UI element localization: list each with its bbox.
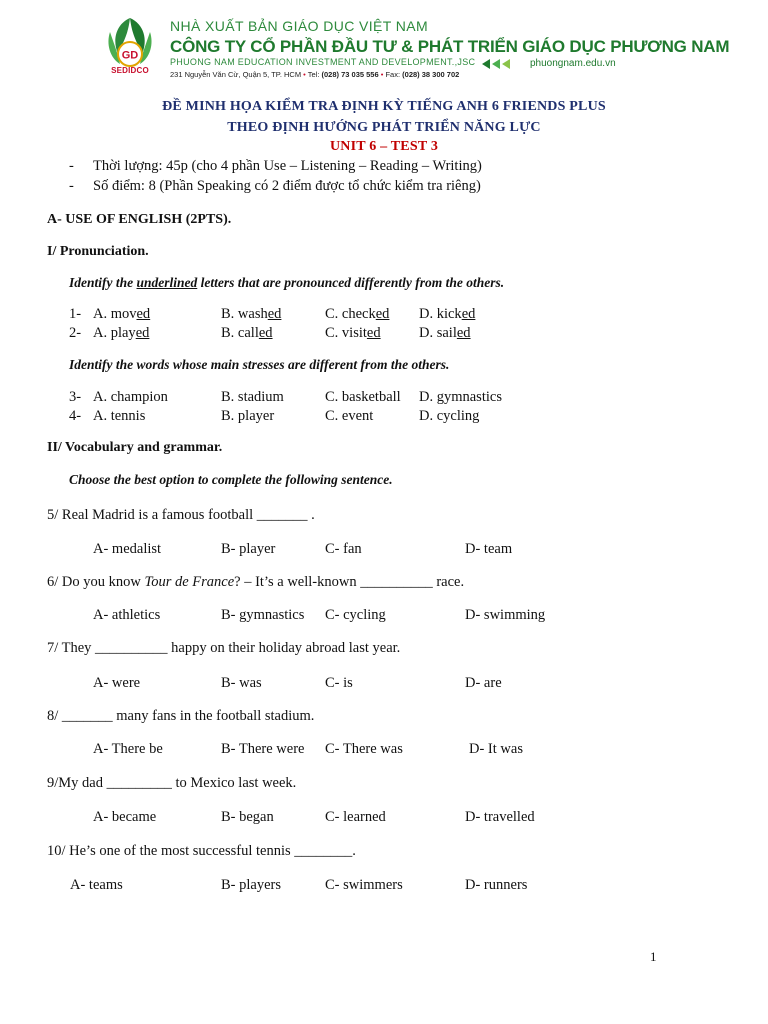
question-number: 2-	[69, 325, 82, 341]
option-c[interactable]: C. checked	[325, 306, 390, 322]
question-10: 10/ He’s one of the most successful tennis ________.	[47, 843, 356, 859]
option-b[interactable]: B. stadium	[221, 389, 284, 405]
vocabulary-heading: II/ Vocabulary and grammar.	[47, 440, 223, 455]
option-a[interactable]: A. moved	[93, 306, 151, 322]
option-b[interactable]: B. washed	[221, 306, 282, 322]
unit-title: UNIT 6 – TEST 3	[329, 139, 439, 154]
option-c[interactable]: C- There was	[325, 741, 403, 757]
bullet-mark: -	[69, 178, 74, 194]
option-d[interactable]: D. gymnastics	[419, 389, 502, 405]
page-subtitle: THEO ĐỊNH HƯỚNG PHÁT TRIỂN NĂNG LỰC	[227, 120, 541, 135]
tel-number: (028) 73 035 556	[321, 70, 379, 79]
option-b[interactable]: B- There were	[221, 741, 305, 757]
page-title: ĐỀ MINH HỌA KIỂM TRA ĐỊNH KỲ TIẾNG ANH 6 FRIENDS PLUS	[162, 99, 606, 114]
option-d[interactable]: D- are	[465, 675, 502, 691]
option-a[interactable]: A. played	[93, 325, 150, 341]
option-d[interactable]: D. cycling	[419, 408, 480, 424]
option-b[interactable]: B. player	[221, 408, 275, 424]
question-number: 4-	[69, 408, 82, 424]
company-english-name: PHUONG NAM EDUCATION INVESTMENT AND DEVELOPMENT.,JSC	[170, 57, 476, 67]
option-a[interactable]: A- became	[93, 809, 157, 825]
option-c[interactable]: C- fan	[325, 541, 362, 557]
publisher-name: NHÀ XUẤT BẢN GIÁO DỤC VIỆT NAM	[170, 18, 429, 34]
website-link[interactable]: phuongnam.edu.vn	[530, 58, 616, 69]
stress-instruction: Identify the words whose main stresses are different from the others.	[69, 357, 450, 372]
fax-label: Fax:	[385, 70, 401, 79]
option-d[interactable]: D- It was	[469, 741, 523, 757]
vocabulary-instruction: Choose the best option to complete the following sentence.	[69, 472, 393, 487]
option-a[interactable]: A- were	[93, 675, 141, 691]
score-note: Số điểm: 8 (Phần Speaking có 2 điểm được tổ chức kiểm tra riêng)	[93, 178, 481, 194]
question-number: 1-	[69, 306, 82, 322]
option-d[interactable]: D- travelled	[465, 809, 535, 825]
option-c[interactable]: C- swimmers	[325, 877, 403, 893]
option-d[interactable]: D. sailed	[419, 325, 471, 341]
option-b[interactable]: B- players	[221, 877, 281, 893]
duration-note: Thời lượng: 45p (cho 4 phần Use – Listening – Reading – Writing)	[93, 158, 482, 174]
arrows-icon	[480, 56, 528, 72]
page-number: 1	[650, 949, 657, 964]
option-a[interactable]: A. champion	[93, 389, 168, 405]
option-a[interactable]: A- There be	[93, 741, 163, 757]
option-b[interactable]: B- gymnastics	[221, 607, 305, 623]
option-a[interactable]: A- athletics	[93, 607, 161, 623]
question-5: 5/ Real Madrid is a famous football _______ .	[47, 507, 315, 523]
option-d[interactable]: D- swimming	[465, 607, 546, 623]
letterhead	[92, 0, 730, 86]
option-c[interactable]: C- is	[325, 675, 353, 691]
address-text: 231 Nguyễn Văn Cừ, Quận 5, TP. HCM	[170, 70, 302, 79]
option-c[interactable]: C. basketball	[325, 389, 401, 405]
option-b[interactable]: B- began	[221, 809, 274, 825]
option-b[interactable]: B. called	[221, 325, 273, 341]
option-c[interactable]: C- cycling	[325, 607, 386, 623]
option-d[interactable]: D- runners	[465, 877, 528, 893]
question-7: 7/ They __________ happy on their holiday abroad last year.	[47, 640, 401, 656]
logo-mark-text: GD	[121, 49, 139, 62]
option-d[interactable]: D- team	[465, 541, 513, 557]
option-a[interactable]: A- teams	[70, 877, 123, 893]
option-a[interactable]: A. tennis	[93, 408, 146, 424]
question-9: 9/My dad _________ to Mexico last week.	[47, 775, 297, 791]
bullet-mark: -	[69, 158, 74, 174]
pronunciation-instruction: Identify the underlined letters that are pronounced differently from the others.	[69, 275, 505, 290]
pronunciation-heading: I/ Pronunciation.	[47, 244, 149, 259]
option-a[interactable]: A- medalist	[93, 541, 162, 557]
company-address-line: 231 Nguyễn Văn Cừ, Quận 5, TP. HCM • Tel: (028) 73 035 556 • Fax: (028) 38 300 702	[170, 70, 460, 79]
option-c[interactable]: C. visited	[325, 325, 381, 341]
option-c[interactable]: C. event	[325, 408, 374, 424]
option-d[interactable]: D. kicked	[419, 306, 476, 322]
option-c[interactable]: C- learned	[325, 809, 386, 825]
option-b[interactable]: B- player	[221, 541, 276, 557]
option-b[interactable]: B- was	[221, 675, 262, 691]
question-8: 8/ _______ many fans in the football stadium.	[47, 708, 315, 724]
fax-number: (028) 38 300 702	[402, 70, 460, 79]
company-name: CÔNG TY CỔ PHẦN ĐẦU TƯ & PHÁT TRIỂN GIÁO DỤC PHƯƠNG NAM	[170, 37, 730, 56]
question-number: 3-	[69, 389, 82, 405]
question-6: 6/ Do you know Tour de France? – It’s a well-known __________ race.	[47, 574, 465, 590]
section-a-heading: A- USE OF ENGLISH (2PTS).	[47, 212, 232, 227]
tel-label: Tel:	[307, 70, 320, 79]
logo-text: SEDIDCO	[111, 66, 149, 75]
